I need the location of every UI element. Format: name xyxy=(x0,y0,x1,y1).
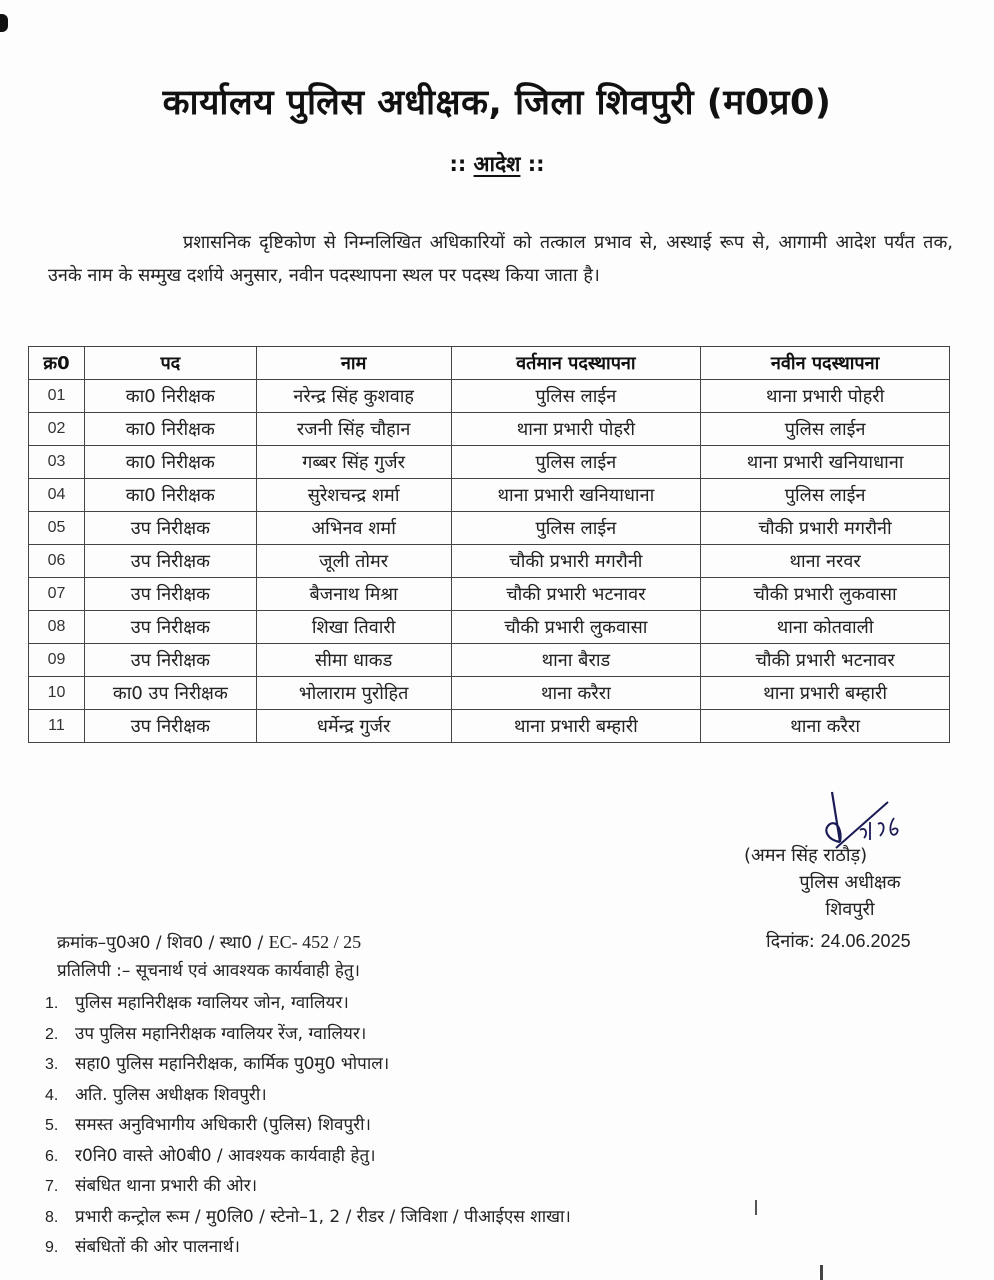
table-row xyxy=(29,545,950,578)
cell-post: का0 उप निरीक्षक xyxy=(84,677,256,710)
copy-to-item xyxy=(45,1080,571,1111)
item-text: संबधितों की ओर पालनार्थ। xyxy=(75,1237,240,1257)
table-row xyxy=(29,644,950,677)
item-number: 5. xyxy=(45,1117,59,1134)
cell-name: सीमा धाकड xyxy=(256,644,451,677)
table-row xyxy=(29,677,950,710)
cell-new-posting: थाना नरवर xyxy=(701,545,950,578)
cell-serial: 11 xyxy=(29,710,85,743)
cell-current-posting: थाना बैराड xyxy=(451,644,701,677)
item-number: 1. xyxy=(45,995,59,1012)
table-row xyxy=(29,512,950,545)
item-text: समस्त अनुविभागीय अधिकारी (पुलिस) शिवपुरी। xyxy=(75,1115,371,1135)
copy-to-item xyxy=(45,1110,571,1141)
cell-serial: 03 xyxy=(29,446,85,479)
table-row xyxy=(29,479,950,512)
table-row xyxy=(29,578,950,611)
cell-name: गब्बर सिंह गुर्जर xyxy=(256,446,451,479)
cell-name: अभिनव शर्मा xyxy=(256,512,451,545)
order-heading xyxy=(0,150,994,178)
copy-to-item xyxy=(45,1049,571,1080)
table-row xyxy=(29,710,950,743)
cell-name: शिखा तिवारी xyxy=(256,611,451,644)
item-text: उप पुलिस महानिरीक्षक ग्वालियर रेंज, ग्वालियर। xyxy=(75,1023,367,1044)
cell-post: उप निरीक्षक xyxy=(84,512,256,545)
cell-name: जूली तोमर xyxy=(256,545,451,578)
cell-name: भोलाराम पुरोहित xyxy=(256,677,451,710)
cell-new-posting: थाना कोतवाली xyxy=(701,611,950,644)
header-name: नाम xyxy=(256,347,451,380)
copy-to-list xyxy=(45,988,571,1263)
cell-post: का0 निरीक्षक xyxy=(84,479,256,512)
cell-new-posting: चौकी प्रभारी भटनावर xyxy=(701,644,950,677)
item-text: अति. पुलिस अधीक्षक शिवपुरी। xyxy=(75,1084,267,1105)
cell-post: उप निरीक्षक xyxy=(84,611,256,644)
header-post: पद xyxy=(84,347,256,380)
cell-new-posting: पुलिस लाईन xyxy=(701,479,950,512)
heading-prefix: :: xyxy=(449,152,467,176)
cell-current-posting: पुलिस लाईन xyxy=(451,380,701,413)
item-text: संबधित थाना प्रभारी की ओर। xyxy=(75,1176,258,1196)
cell-serial: 06 xyxy=(29,545,85,578)
table-row xyxy=(29,380,950,413)
cell-serial: 07 xyxy=(29,578,85,611)
cell-post: उप निरीक्षक xyxy=(84,545,256,578)
cell-new-posting: थाना प्रभारी खनियाधाना xyxy=(701,446,950,479)
cell-post: का0 निरीक्षक xyxy=(84,380,256,413)
cell-current-posting: थाना प्रभारी खनियाधाना xyxy=(451,479,701,512)
copy-to-item xyxy=(45,1019,571,1050)
signatory-designation: पुलिस अधीक्षक xyxy=(799,872,901,893)
cell-serial: 10 xyxy=(29,677,85,710)
table-row xyxy=(29,413,950,446)
cell-serial: 02 xyxy=(29,413,85,446)
signatory-place: शिवपुरी xyxy=(825,899,875,920)
header-new-posting: नवीन पदस्थापना xyxy=(701,347,950,380)
cell-post: उप निरीक्षक xyxy=(84,578,256,611)
cell-post: का0 निरीक्षक xyxy=(84,413,256,446)
cell-current-posting: पुलिस लाईन xyxy=(451,446,701,479)
cell-new-posting: चौकी प्रभारी लुकवासा xyxy=(701,578,950,611)
cell-current-posting: थाना प्रभारी पोहरी xyxy=(451,413,701,446)
cell-new-posting: थाना प्रभारी बम्हारी xyxy=(701,677,950,710)
cell-current-posting: चौकी प्रभारी लुकवासा xyxy=(451,611,701,644)
cell-new-posting: चौकी प्रभारी मगरौनी xyxy=(701,512,950,545)
heading-text: आदेश xyxy=(473,152,521,176)
cell-serial: 01 xyxy=(29,380,85,413)
cell-name: धर्मेन्द्र गुर्जर xyxy=(256,710,451,743)
cell-new-posting: पुलिस लाईन xyxy=(701,413,950,446)
table-header-row xyxy=(29,347,950,380)
document-title: कार्यालय पुलिस अधीक्षक, जिला शिवपुरी (म0प्र0) xyxy=(162,83,832,123)
heading-suffix: :: xyxy=(527,152,545,176)
item-number: 8. xyxy=(45,1208,59,1226)
date-value: 24.06.2025 xyxy=(820,931,911,951)
cell-serial: 05 xyxy=(29,512,85,545)
scan-artifact xyxy=(820,1265,823,1280)
date-label: दिनांक: xyxy=(766,931,815,952)
cell-new-posting: थाना करैरा xyxy=(701,710,950,743)
cell-name: बैजनाथ मिश्रा xyxy=(256,578,451,611)
scan-artifact xyxy=(0,14,8,32)
signatory-block xyxy=(740,842,960,923)
table-row xyxy=(29,446,950,479)
cell-name: नरेन्द्र सिंह कुशवाह xyxy=(256,380,451,413)
cell-current-posting: चौकी प्रभारी भटनावर xyxy=(451,578,701,611)
cell-serial: 08 xyxy=(29,611,85,644)
reference-number xyxy=(57,930,361,953)
copy-to-item xyxy=(45,1202,571,1233)
copy-to-item xyxy=(45,1171,571,1202)
cell-current-posting: थाना प्रभारी बम्हारी xyxy=(451,710,701,743)
cell-serial: 09 xyxy=(29,644,85,677)
copy-to-item xyxy=(45,1141,571,1172)
reference-code: EC- 452 / 25 xyxy=(268,932,362,952)
header-current-posting: वर्तमान पदस्थापना xyxy=(451,347,701,380)
order-date xyxy=(766,929,911,953)
cell-current-posting: थाना करैरा xyxy=(451,677,701,710)
item-text: र0नि0 वास्ते ओ0बी0 / आवश्यक कार्यवाही हेतु। xyxy=(75,1145,376,1166)
table-row xyxy=(29,611,950,644)
reference-prefix: क्रमांक–पु0अ0 / शिव0 / स्था0 / xyxy=(57,933,269,953)
header-serial: क्र0 xyxy=(29,347,85,380)
cell-new-posting: थाना प्रभारी पोहरी xyxy=(701,380,950,413)
copy-to-item xyxy=(45,1232,571,1263)
cell-post: उप निरीक्षक xyxy=(84,710,256,743)
item-text: पुलिस महानिरीक्षक ग्वालियर जोन, ग्वालियर। xyxy=(75,993,349,1013)
copy-to-heading: प्रतिलिपी :– सूचनार्थ एवं आवश्यक कार्यवाही हेतु। xyxy=(57,961,360,981)
item-text: सहा0 पुलिस महानिरीक्षक, कार्मिक पु0मु0 भोपाल। xyxy=(75,1054,390,1074)
signatory-name: (अमन सिंह राठौड़) xyxy=(744,845,868,866)
item-number: 9. xyxy=(45,1239,59,1256)
item-number: 7. xyxy=(45,1178,59,1195)
cell-name: सुरेशचन्द्र शर्मा xyxy=(256,479,451,512)
cell-post: का0 निरीक्षक xyxy=(84,446,256,479)
item-text: प्रभारी कन्ट्रोल रूम / मु0लि0 / स्टेनो–1, 2 / रीडर / जिविशा / पीआईएस शाखा। xyxy=(75,1206,571,1227)
scan-artifact xyxy=(755,1200,757,1215)
cell-name: रजनी सिंह चौहान xyxy=(256,413,451,446)
cell-post: उप निरीक्षक xyxy=(84,644,256,677)
transfer-table xyxy=(28,346,950,743)
item-number: 4. xyxy=(45,1086,59,1104)
item-number: 2. xyxy=(45,1025,59,1043)
cell-serial: 04 xyxy=(29,479,85,512)
cell-current-posting: पुलिस लाईन xyxy=(451,512,701,545)
item-number: 3. xyxy=(45,1056,59,1073)
cell-current-posting: चौकी प्रभारी मगरौनी xyxy=(451,545,701,578)
item-number: 6. xyxy=(45,1147,59,1165)
order-body: प्रशासनिक दृष्टिकोण से निम्नलिखित अधिकारियों को तत्काल प्रभाव से, अस्थाई रूप से, आगामी आदेश पर्यंत तक, उनके नाम के सम्मुख दर्शाये अनुसार, नवीन पदस्थापना स्थल पर पदस्थ किया जाता है। xyxy=(48,232,953,286)
copy-to-item xyxy=(45,988,571,1019)
